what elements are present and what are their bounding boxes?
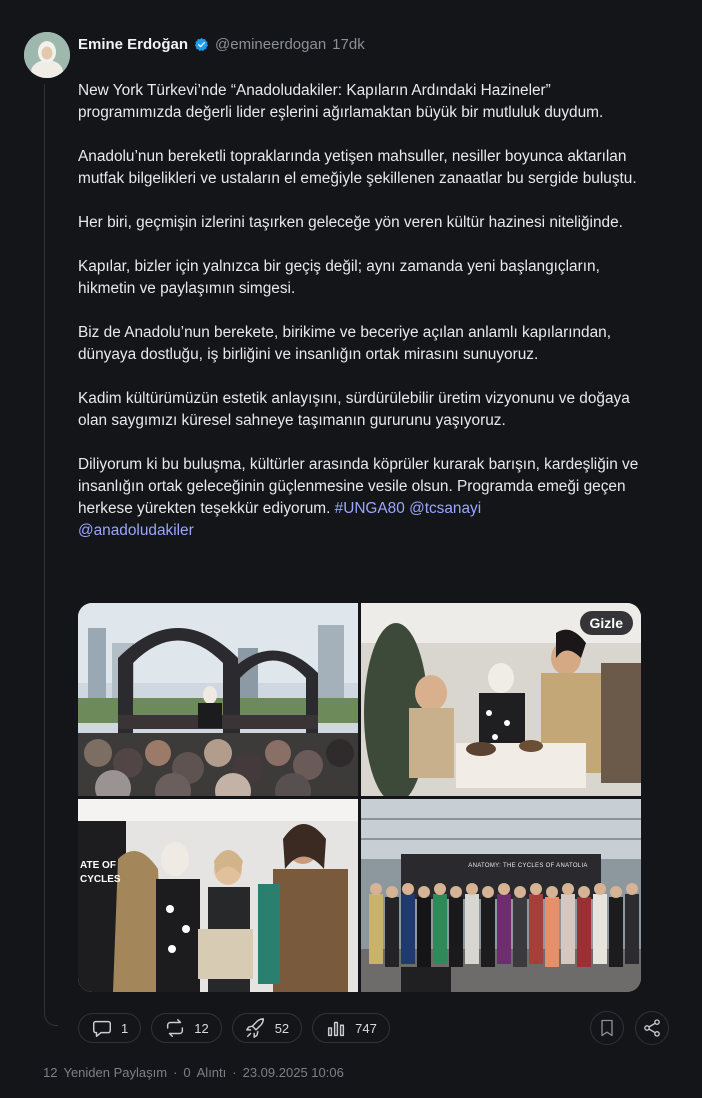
group-banner-text: ANATOMY: THE CYCLES OF ANATOLIA [468,863,588,869]
boost-button[interactable] [232,1013,302,1043]
post-paragraph: Kapılar, bizler için yalnızca bir geçiş değil; aynı zamanda yeni başlangıçların, hikmetin ve paylaşımın simgesi. [78,258,600,297]
meta-separator: · [232,1065,237,1080]
views-button[interactable] [312,1013,390,1043]
reply-button[interactable] [78,1013,141,1043]
media-photo-table[interactable] [361,603,641,796]
thread-line [44,84,58,1026]
hashtag-link[interactable]: #UNGA80 [334,500,405,517]
post-meta [43,1065,344,1080]
photo-group-image [361,799,641,992]
bookmark-button[interactable] [590,1011,624,1045]
repost-icon [164,1017,186,1039]
author-handle[interactable]: @emineerdogan [215,35,327,53]
quotes-total[interactable]: 0 [183,1065,191,1080]
media-photo-group[interactable] [361,799,641,992]
boost-count: 52 [274,1020,290,1036]
repost-count: 12 [194,1020,209,1036]
reposts-label[interactable]: Yeniden Paylaşım [63,1065,168,1080]
action-bar [78,1013,390,1043]
post-paragraph-last [78,454,644,542]
author-name[interactable]: Emine Erdoğan [78,35,189,53]
repost-button[interactable] [151,1013,221,1043]
mention-link[interactable]: @tcsanayi [409,500,482,517]
exhibition-sign: ATE OF CYCLES [80,860,121,885]
post-paragraph: New York Türkevi’nde “Anadoludakiler: Kapıların Ardındaki Hazineler” programımızda değerli lider eşlerini ağırlamaktan büyük bir mutluluk duydum. [78,82,604,121]
post-paragraph: Her biri, geçmişin izlerini taşırken geleceğe yön veren kültür hazinesi niteliğinde. [78,214,623,231]
bookmark-icon [597,1018,617,1038]
mention-link[interactable]: @anadoludakiler [78,522,194,539]
post-date: 23.09.2025 10:06 [242,1065,344,1080]
hide-media-button[interactable]: Gizle [580,611,633,635]
meta-separator: · [173,1065,178,1080]
share-icon [642,1018,662,1038]
rocket-icon [245,1017,267,1039]
post-paragraph-text: Diliyorum ki bu buluşma, kültürler arasında köprüler kurarak barışın, kardeşliğin ve insanlığın ortak geleceğinin güçlenmesine vesile olsun. Programda emeği geçen herkese yürekten teşekkür ediyorum. [78,456,639,517]
post-text [78,80,644,564]
views-count: 747 [355,1020,377,1036]
avatar[interactable] [24,32,70,78]
avatar-portrait [24,32,70,78]
post-paragraph: Kadim kültürümüzün estetik anlayışını, sürdürülebilir üretim vizyonunu ve doğaya olan saygımızı küresel sahneye taşımanın gururunu yaşıyoruz. [78,390,630,429]
views-chart-icon [325,1017,347,1039]
quotes-label[interactable]: Alıntı [196,1065,227,1080]
reply-count: 1 [121,1020,129,1036]
share-button[interactable] [635,1011,669,1045]
photo-exhibition-image [78,799,358,992]
post-header [78,34,365,54]
reply-icon [91,1017,113,1039]
post-paragraph: Biz de Anadolu’nun berekete, birikime ve beceriye açılan anlamlı kapılarından, dünyaya dostluğu, iş birliğini ve insanlığın ortak mirasını sunuyoruz. [78,324,611,363]
photo-stage-image [78,603,358,796]
verified-badge-icon [194,37,209,52]
reposts-total[interactable]: 12 [43,1065,58,1080]
media-photo-stage[interactable] [78,603,358,796]
media-photo-exhibition[interactable] [78,799,358,992]
media-grid [78,603,641,992]
post-time[interactable]: 17dk [332,35,365,53]
post-paragraph: Anadolu’nun bereketli topraklarında yetişen mahsuller, nesiller boyunca aktarılan mutfak bilgelikleri ve ustaların el emeğiyle şekillenen zanaatlar bu sergide buluştu. [78,148,637,187]
